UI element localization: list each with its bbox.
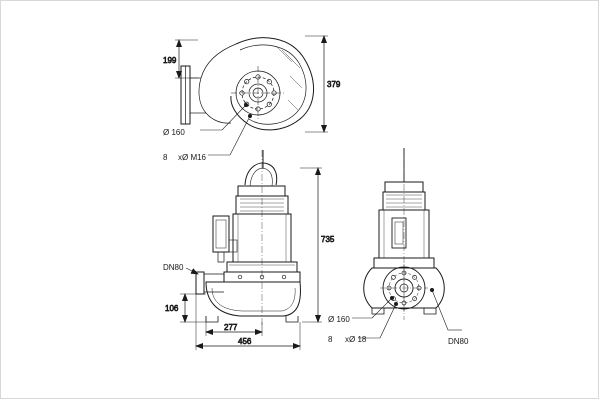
- dim-base-height: [180, 294, 206, 322]
- dim-top-view-width: [305, 36, 328, 132]
- dim-label-277: 277: [224, 323, 238, 332]
- side-view-group: [364, 148, 445, 320]
- top-view-group: [181, 38, 314, 130]
- dim-label-199: 199: [163, 56, 177, 65]
- dim-label-456: 456: [238, 337, 252, 346]
- annotation-top-flange-bolt-count: 8: [163, 153, 168, 162]
- front-view-group: [196, 150, 300, 326]
- annotation-top-flange-diameter: Ø 160: [163, 128, 185, 137]
- dim-label-735: 735: [321, 235, 335, 244]
- dim-top-view-height: [175, 36, 198, 78]
- annotation-side-flange-bolt-spec: xØ 18: [345, 335, 367, 344]
- annotation-side-flange-bolt-count: 8: [328, 335, 333, 344]
- dim-label-106: 106: [165, 304, 179, 313]
- annotation-discharge-dn80: DN80: [163, 263, 184, 272]
- dim-label-379: 379: [327, 80, 341, 89]
- dim-overall-height: [300, 168, 322, 322]
- annotation-side-flange-diameter: Ø 160: [328, 315, 350, 324]
- annotation-side-discharge-dn80: DN80: [448, 337, 469, 346]
- annotation-top-flange-bolt-spec: xØ M16: [178, 153, 207, 162]
